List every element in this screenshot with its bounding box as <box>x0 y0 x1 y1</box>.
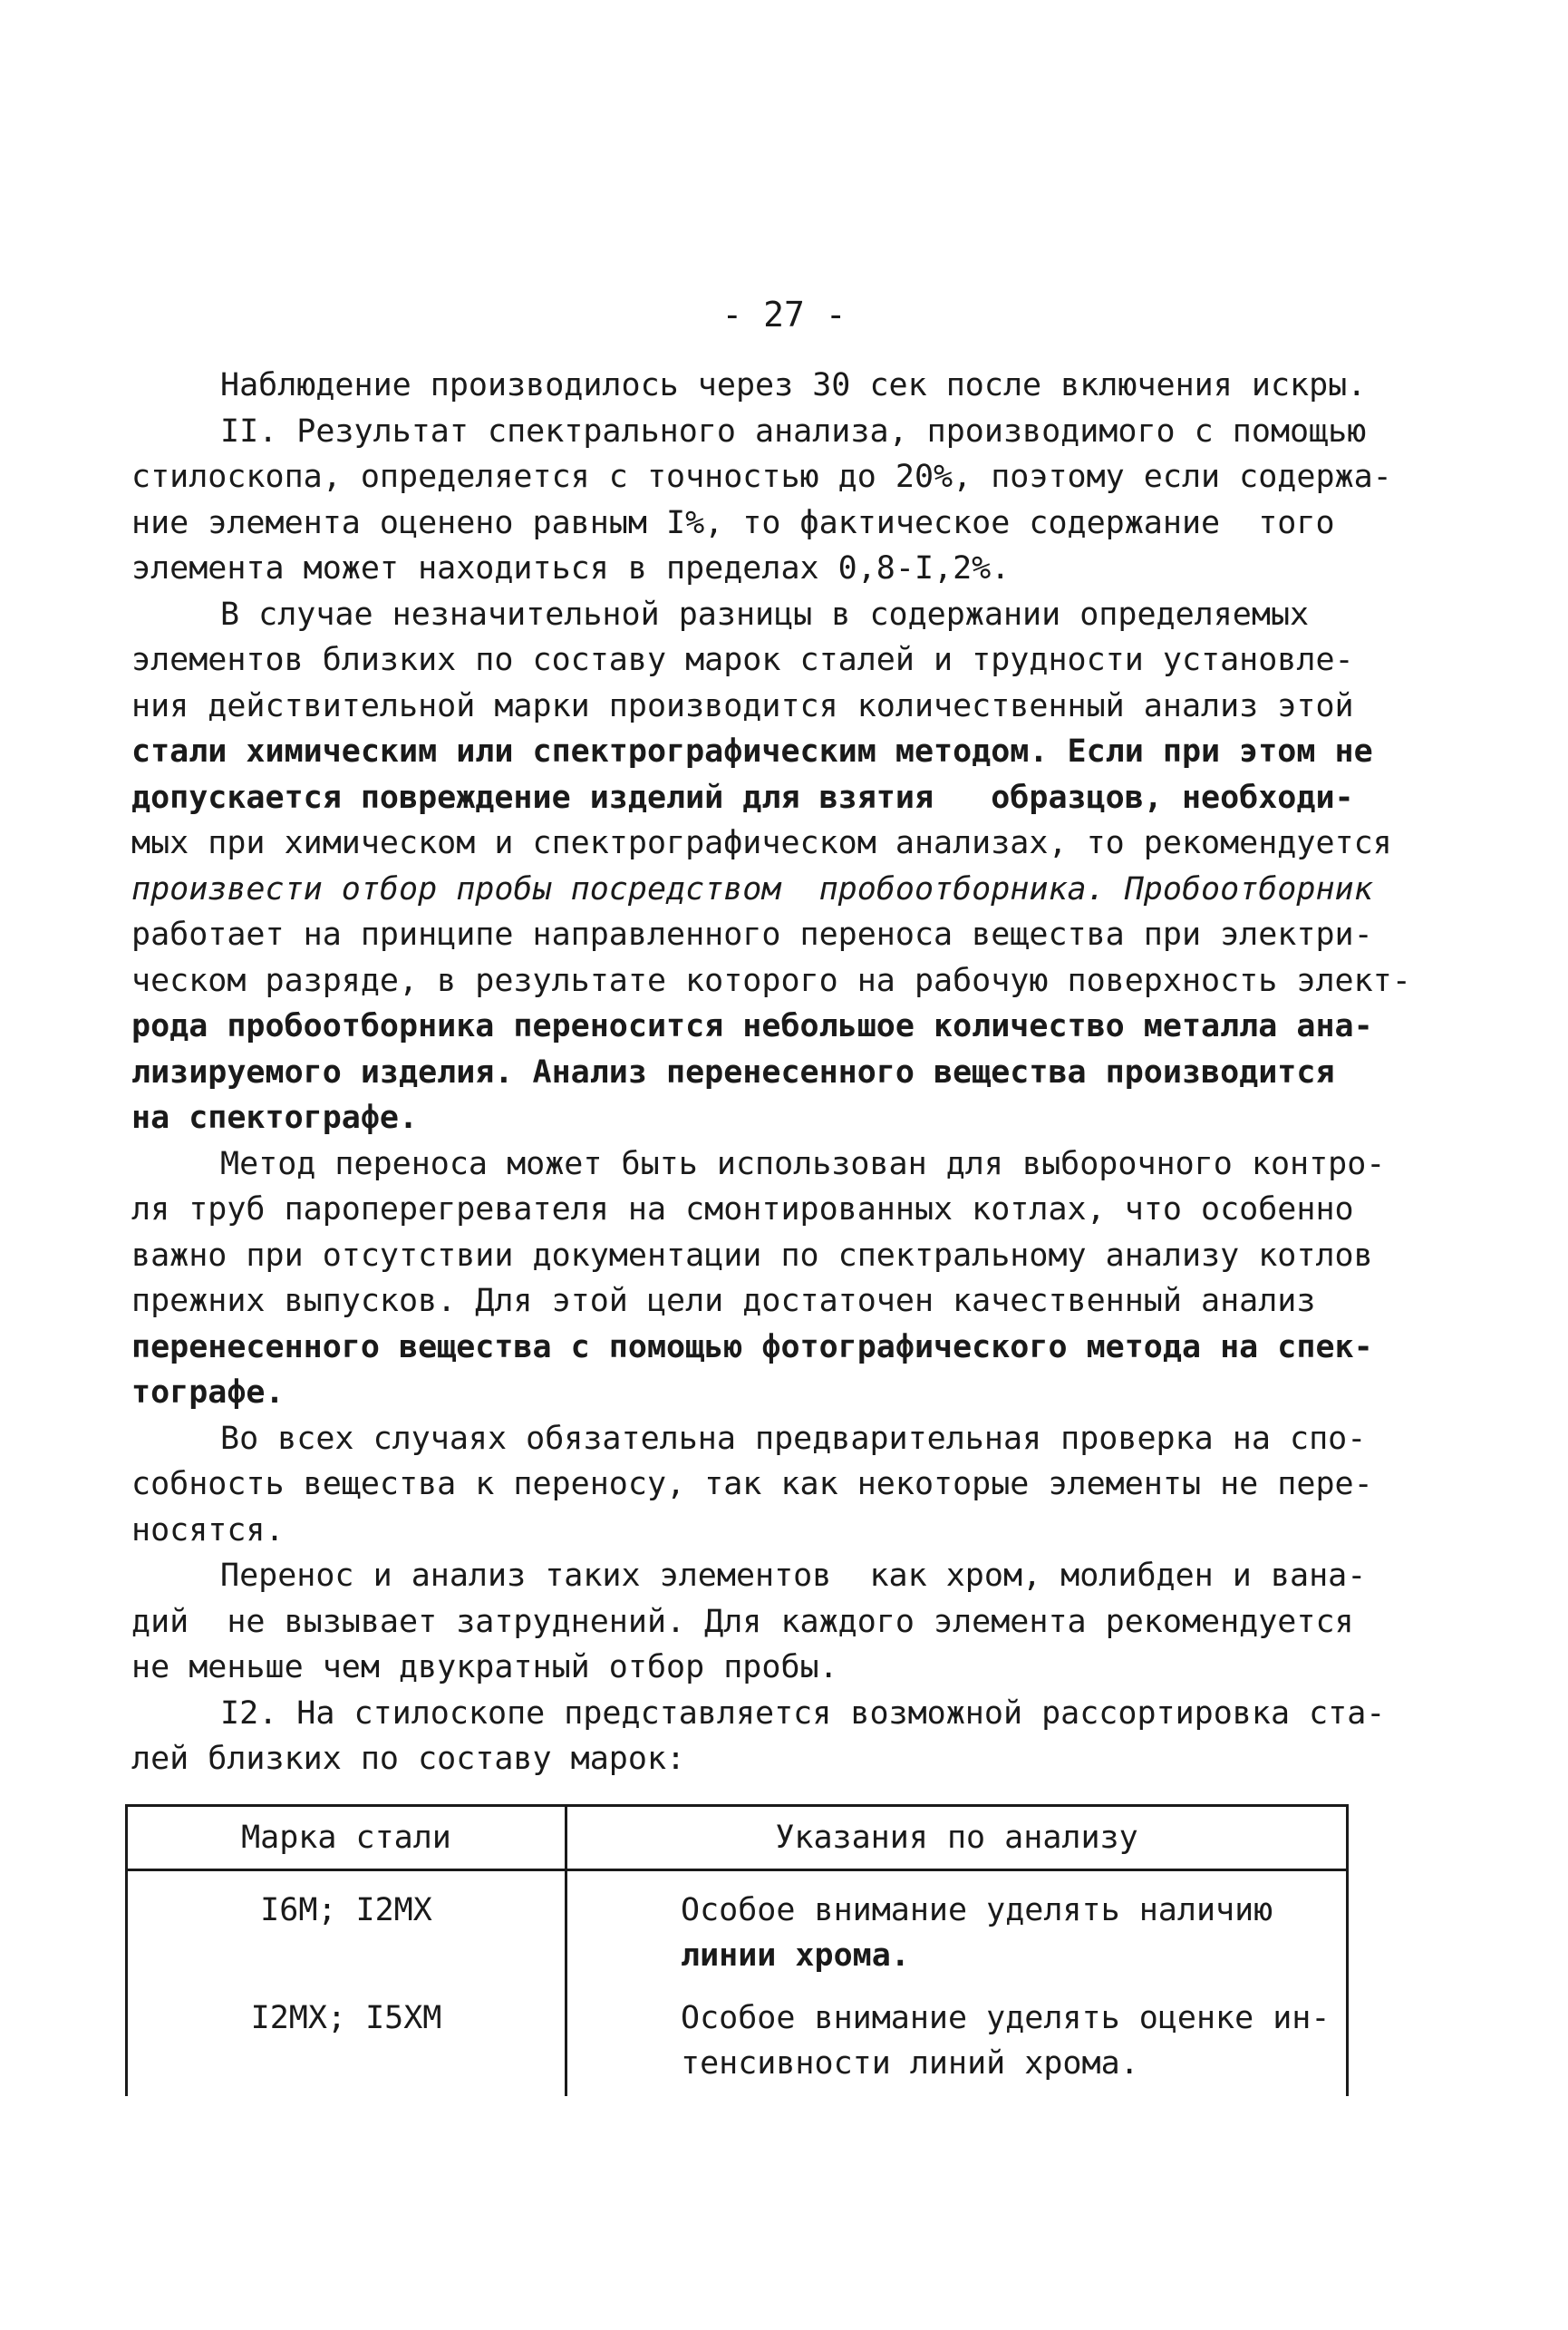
steel-grade-table <box>125 1804 1349 2096</box>
text-line: ния действительной марки производится количественный анализ этой <box>131 687 1354 724</box>
text-line: Наблюдение производилось через 30 сек после включения искры. <box>220 367 1367 403</box>
text-line: Перенос и анализ таких элементов как хром, молибден и вана- <box>220 1558 1367 1594</box>
text-line: Во всех случаях обязательна предварительная проверка на спо- <box>220 1420 1367 1457</box>
body-text <box>131 363 1411 1782</box>
paragraph <box>131 1416 1391 1554</box>
text-line: собность вещества к переносу, так как некоторые элементы не пере- <box>131 1466 1373 1502</box>
steel-grade-cell: I6M; I2MX <box>127 1870 566 1980</box>
text-line: важно при отсутствии документации по спектральному анализу котлов <box>131 1237 1373 1274</box>
instruction-line: Особое внимание уделять наличию <box>681 1892 1273 1928</box>
paragraph <box>131 592 1411 1141</box>
paragraph <box>131 1141 1391 1416</box>
table-row <box>127 1979 1348 2096</box>
text-line: ческом разряде, в результате которого на рабочую поверхность элект- <box>131 962 1411 999</box>
text-line: элементов близких по составу марок сталей и трудности установле- <box>131 642 1354 678</box>
steel-grade-cell: I2MX; I5XM <box>127 1979 566 2096</box>
text-line: допускается повреждение изделий для взятия образцов, необходи- <box>131 779 1354 816</box>
page-number: - 27 - <box>721 295 847 335</box>
text-line: перенесенного вещества с помощью фотографического метода на спек- <box>131 1328 1373 1365</box>
text-line: стилоскопа, определяется с точностью до 20%, поэтому если содержа- <box>131 459 1392 495</box>
text-line: элемента может находиться в пределах 0,8-I,2%. <box>131 550 1011 587</box>
text-line: тографе. <box>131 1374 285 1411</box>
column-header-instructions: Указания по анализу <box>566 1806 1348 1870</box>
text-line: стали химическим или спектрографическим методом. Если при этом не <box>131 733 1373 770</box>
text-line: прежних выпусков. Для этой цели достаточен качественный анализ <box>131 1283 1316 1319</box>
instruction-line: Особое внимание уделять оценке ин- <box>681 2000 1331 2036</box>
instruction-line: линии хрома. <box>681 1937 910 1974</box>
text-line: работает на принципе направленного переноса вещества при электри- <box>131 917 1373 953</box>
text-line: лизируемого изделия. Анализ перенесенного вещества производится <box>131 1053 1335 1091</box>
text-line: на спектографе. <box>131 1100 419 1136</box>
table-header-row <box>127 1806 1348 1870</box>
text-line: II. Результат спектрального анализа, производимого с помощью <box>220 413 1367 450</box>
text-line: произвести отбор пробы посредством пробоотборника. Пробоотборник <box>131 870 1373 908</box>
paragraph <box>131 363 1391 409</box>
column-header-grade: Марка стали <box>127 1806 566 1870</box>
text-line: мых при химическом и спектрографическом анализах, то рекомендуется <box>131 825 1392 861</box>
text-line: носятся. <box>131 1511 285 1548</box>
text-line: дий не вызывает затруднений. Для каждого элемента рекомендуется <box>131 1603 1354 1640</box>
paragraph <box>131 1691 1391 1782</box>
text-line: не меньше чем двукратный отбор пробы. <box>131 1649 838 1685</box>
text-line: Метод переноса может быть использован для выборочного контро- <box>220 1145 1386 1182</box>
instruction-cell <box>566 1979 1348 2096</box>
text-line: I2. На стилоскопе представляется возможной рассортировка ста- <box>220 1694 1386 1732</box>
text-line: лей близких по составу марок: <box>131 1741 686 1777</box>
text-line: ние элемента оценено равным I%, то фактическое содержание того <box>131 504 1335 541</box>
text-line: рода пробоотборника переносится небольшое количество металла ана- <box>131 1008 1373 1044</box>
table-row <box>127 1870 1348 1980</box>
paragraph <box>131 1553 1391 1691</box>
paragraph <box>131 409 1391 592</box>
instruction-cell <box>566 1870 1348 1980</box>
text-line: ля труб пароперегревателя на смонтированных котлах, что особенно <box>131 1191 1354 1228</box>
text-line: В случае незначительной разницы в содержании определяемых <box>220 596 1310 633</box>
instruction-line: тенсивности линий хрома. <box>681 2045 1139 2082</box>
